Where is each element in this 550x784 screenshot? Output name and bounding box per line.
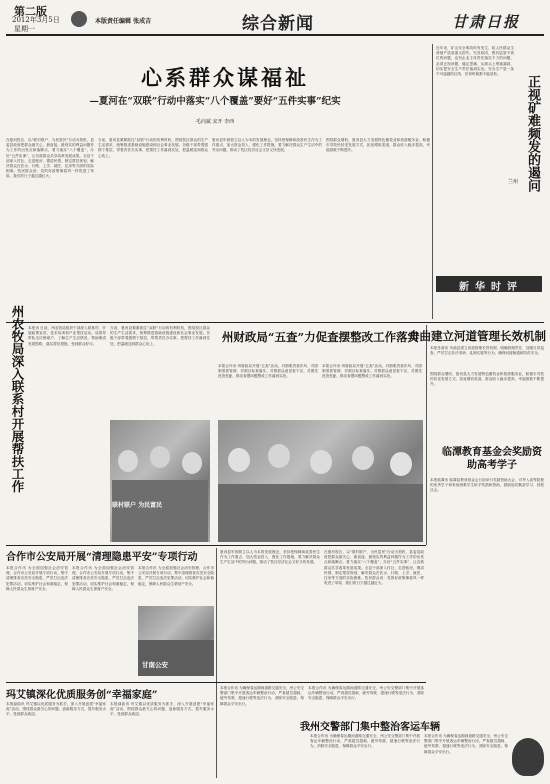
education-body: 本报临潭讯 临潭县教育基金会日前举行奖励资助大会，对考入高等院校的优秀学子和家庭困难学生给予奖励和资助，鼓励他们勤奋学习、回报社会。 — [430, 478, 544, 493]
police-body: 本报合作讯 为全面加强社会治安管理，合作市公安局开展专项行动，集中清理排查各类安全隐患，严厉打击违法犯罪活动，切实维护社会和谐稳定，保障人民群众生命财产安全。 — [6, 566, 68, 591]
mazhuang-body: 本报碌曲讯 玛艾镇以优质服务为抓手，深入开展创建“幸福家庭”活动，围绕群众最关心的问题，创新服务方式，提升服务水平，受到群众欢迎。 — [6, 702, 106, 717]
column-divider — [432, 44, 433, 319]
lead-title: 心系群众谋福祉 — [141, 65, 309, 90]
lead-subtitle: —夏河在“双联”行动中落实“八个覆盖”要好“五件实事”纪实 — [89, 96, 341, 107]
children-photo — [218, 420, 423, 542]
xinhua-title: 新华时评 — [459, 282, 523, 293]
students-photo — [110, 420, 210, 542]
mazhuang-title: 玛艾镇深化优质服务创“幸福家庭” — [6, 690, 158, 701]
seal-icon — [71, 11, 87, 27]
report-c-title: 州财政局“五查”力促查摆整改工作落实 — [221, 330, 420, 344]
report-c-body-2: 本报合作讯 州财政局开展“五查”活动，对照职责查作风、对照制度查管理、对照目标查落实、对照群众意见查不足、对照先进查差距，推动查摆问题整改工作落到实处。 — [322, 364, 422, 379]
band-rule-3 — [6, 682, 426, 683]
police-photo-caption: 甘南公安 — [142, 661, 168, 669]
newspaper-logo: 甘肃日报 — [452, 13, 521, 31]
students-photo-caption: 联村联户 为民富民 — [112, 502, 163, 509]
traffic-body-2: 本报合作讯 为确保春运期间道路交通安全，州公安交警部门集中开展客运车辆整治行动，严查超员超载、疲劳驾驶、超速行驶等违法行为，消除安全隐患，保障群众平安出行。 — [424, 734, 508, 754]
column-sign: 兰州 — [508, 179, 519, 185]
report-c-body: 本报合作讯 州财政局开展“五查”活动，对照职责查作风、对照制度查管理、对照目标查落实、对照群众意见查不足、对照先进查差距，推动查摆问题整改工作落到实处。 — [218, 364, 318, 379]
report-b-divider — [426, 325, 427, 545]
weekday: 星期一 — [14, 25, 35, 33]
education-title: 临潭教育基金会奖励资助高考学子 — [442, 447, 542, 471]
traffic-title: 我州交警部门集中整治客运车辆 — [300, 722, 440, 733]
side-story-body-2: 当前，夏河县紧紧抓住“双联”行动的有利时机，围绕牧区群众的生产生活需求，统筹推进基础设施建设和社会事业发展。各级干部带着感情下基层，带着责任办实事，把帮扶工作落到实处，把温暖送到群众心坎上。 — [110, 326, 210, 346]
masthead-rule — [6, 34, 544, 36]
band-rule-2 — [6, 545, 426, 546]
section-name: 综合新闻 — [242, 14, 314, 34]
mid-story-body: 夏河县牢固树立以人为本的发展理念，坚持把保障和改善民生作为工作重点，加大资金投入，强化工作措施，着力解决群众生产生活中的突出问题，推动了牧区经济社会又好又快发展。 — [220, 550, 320, 565]
police-body-2: 本报合作讯 为全面加强社会治安管理，合作市公安局开展专项行动，集中清理排查各类安全隐患，严厉打击违法犯罪活动，切实维护社会和谐稳定，保障人民群众生命财产安全。 — [72, 566, 134, 591]
mazhuang-body-2: 本报碌曲讯 玛艾镇以优质服务为抓手，深入开展创建“幸福家庭”活动，围绕群众最关心的问题，创新服务方式，提升服务水平，受到群众欢迎。 — [110, 702, 214, 717]
report-b-title: 舟曲建立河道管理长效机制 — [408, 329, 546, 343]
traffic-body: 本报合作讯 为确保春运期间道路交通安全，州公安交警部门集中开展客运车辆整治行动，严查超员超载、疲劳驾驶、超速行驶等违法行为，消除安全隐患，保障群众平安出行。 — [310, 734, 420, 749]
bottom-mid-body: 本报合作讯 为确保春运期间道路交通安全，州公安交警部门集中开展客运车辆整治行动，严查超员超载、疲劳驾驶、超速行驶等违法行为，消除安全隐患，保障群众平安出行。 — [220, 686, 304, 706]
column-title: 正视矿难频发的遏问 — [525, 75, 540, 192]
editor-credit: 本版责任编辑 张成吉 — [95, 18, 152, 25]
band-rule — [6, 322, 544, 323]
right-col-body: 围绕群众增收，夏河县大力发展特色畜牧业和旅游服务业，积极引导牧民转变发展方式，拓宽增收渠道，群众收入稳步提高，幸福指数不断提升。 — [326, 138, 430, 153]
issue-date: 2012年3月5日 — [12, 16, 60, 24]
side-story-body: 本报讯 日前，州农牧局组织干部深入联系村，开展政策宣讲、技术培训和产业帮扶活动。局领导带队走访困难户，了解生产生活情况，帮助理清发展思路，落实帮扶措施，受到群众好评。 — [28, 326, 106, 346]
report-b-body-2: 围绕群众增收，夏河县大力发展特色畜牧业和旅游服务业，积极引导牧民转变发展方式，拓宽增收渠道，群众收入稳步提高，幸福指数不断提升。 — [430, 372, 544, 387]
side-story-title: 州农牧局深入联系村开展帮扶工作 — [10, 305, 25, 493]
col-a-body: 当前，夏河县紧紧抓住“双联”行动的有利时机，围绕牧区群众的生产生活需求，统筹推进基础设施建设和社会事业发展。各级干部带着感情下基层，带着责任办实事，把帮扶工作落到实处，把温暖送到群众心坎上。 — [98, 138, 208, 158]
police-body-3: 本报合作讯 为全面加强社会治安管理，合作市公安局开展专项行动，集中清理排查各类安全隐患，严厉打击违法犯罪活动，切实维护社会和谐稳定，保障人民群众生命财产安全。 — [138, 566, 214, 586]
column-body: 近年来，矿山安全事故时有发生，给人民群众生命财产造成重大损失。究其原因，既有监管不到位的问题，也有企业主体责任落实不力的问题。必须正视问题，痛定思痛，从源头上堵塞漏洞，切实把安全生产责任落到实处。安全生产是一条不可逾越的红线，任何时候都不能放松。 — [436, 46, 514, 77]
page-number: 第二版 — [14, 5, 47, 18]
mid-col-body: 夏河县牢固树立以人为本的发展理念，坚持把保障和改善民生作为工作重点，加大资金投入，强化工作措施，着力解决群众生产生活中的突出问题，推动了牧区经济社会又好又快发展。 — [212, 138, 322, 153]
lead-body: 在夏河牧区，以“联村联户、为民富民”行动为契机，县委县政府把群众最关心、最直接、最现实的利益问题作为工作的出发点和落脚点，着力落实“八个覆盖”，办好“五件实事”，让各族群众共享改革发展成果。全县干部深入村社，走进帐房，摸清民情，制定帮扶规划，解决群众在饮水、行路、上学、就医、住房等方面的实际困难。牧民群众说：党的好政策像春风一样吹进了草原，我们的日子越过越红火。 — [6, 138, 94, 179]
lead-byline: 毛向斌 宋开 李西 — [195, 119, 235, 125]
masthead — [0, 0, 550, 38]
mid-divider — [216, 548, 217, 778]
police-title: 合作市公安局开展“清理隐患平安”专项行动 — [6, 552, 198, 563]
bottom-mid-body-2: 本报合作讯 为确保春运期间道路交通安全，州公安交警部门集中开展客运车辆整治行动，严查超员超载、疲劳驾驶、超速行驶等违法行为，消除安全隐患，保障群众平安出行。 — [308, 686, 424, 701]
police-emblem-icon — [512, 738, 544, 776]
mid-story-body-2: 在夏河牧区，以“联村联户、为民富民”行动为契机，县委县政府把群众最关心、最直接、最现实的利益问题作为工作的出发点和落脚点，着力落实“八个覆盖”，办好“五件实事”，让各族群众共享改革发展成果。全县干部深入村社，走进帐房，摸清民情，制定帮扶规划，解决群众在饮水、行路、上学、就医、住房等方面的实际困难。牧民群众说：党的好政策像春风一样吹进了草原，我们的日子越过越红火。 — [324, 550, 424, 586]
report-b-body: 本报舟曲讯 舟曲县建立河道管理长效机制，明确管理责任，加强日常巡查，严厉打击非法采砂、乱倒垃圾等行为，确保河道畅通和防洪安全。 — [430, 346, 544, 356]
